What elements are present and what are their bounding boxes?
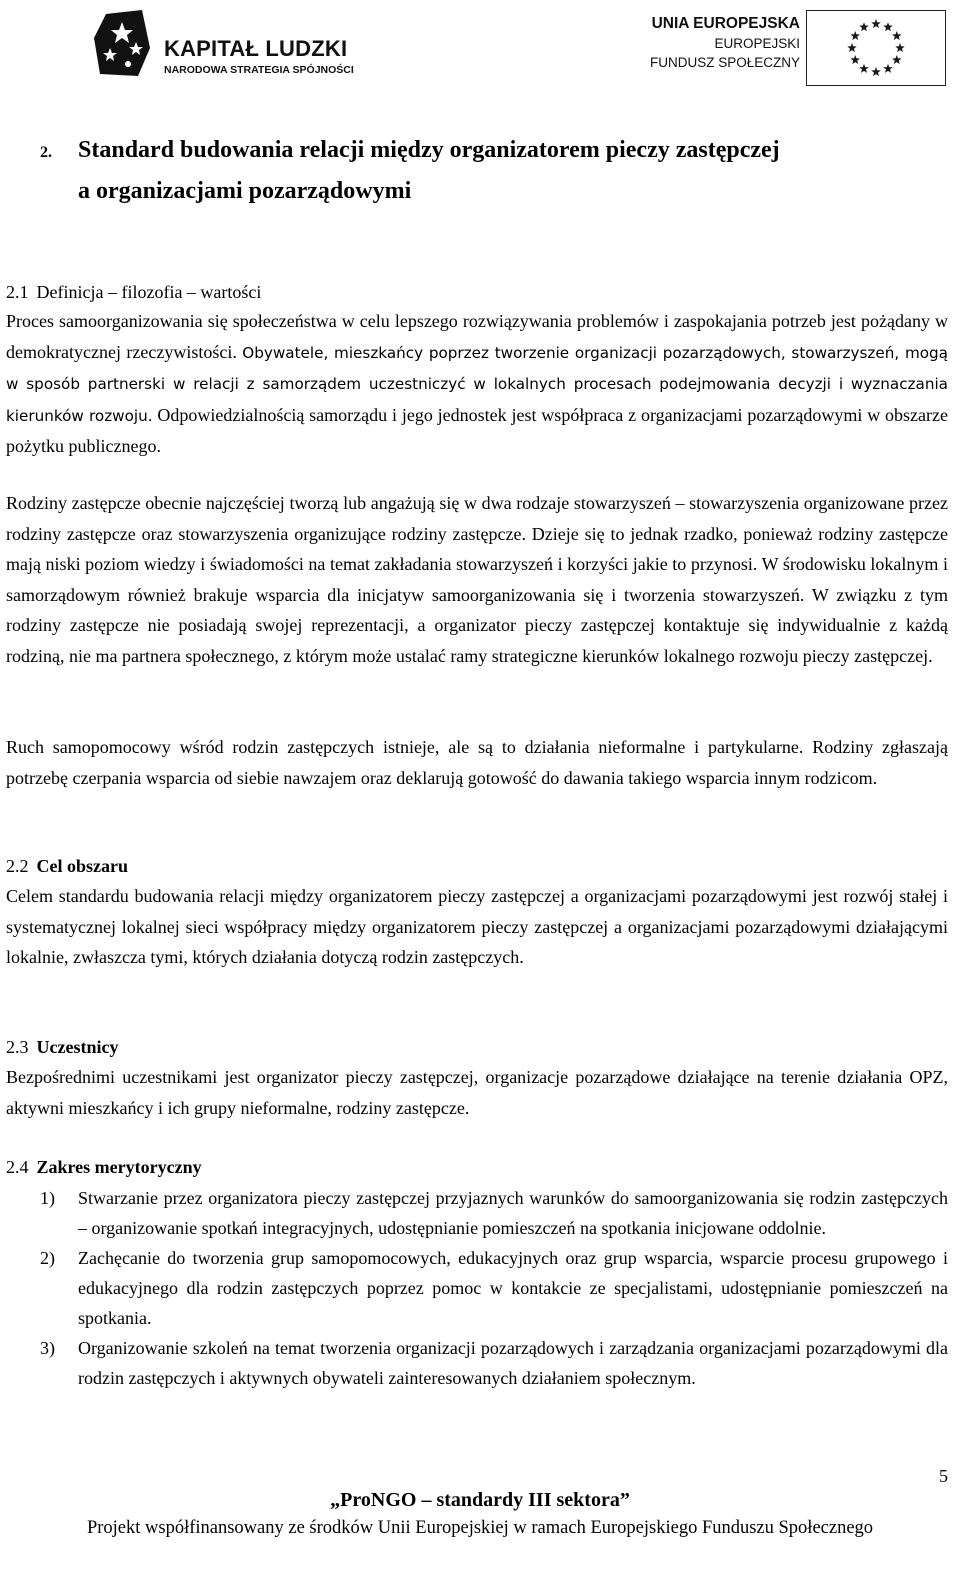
list-item: [40, 1333, 948, 1393]
eu-flag-icon: [806, 10, 946, 86]
eu-logo: [612, 10, 946, 86]
eu-star-icon: [847, 43, 857, 52]
list-item-text: Stwarzanie przez organizatora pieczy zastępczej przyjaznych warunków do samoorganizowania się rodzin zastępczych – organizowanie spotkań integracyjnych, udostępnianie pomieszczeń na spotkania inicjowane oddolnie.: [78, 1188, 948, 1238]
chapter-number: 2.: [40, 144, 52, 161]
chapter-heading: [40, 131, 948, 211]
list-item-number: 3): [40, 1338, 55, 1358]
list-item-number: 1): [40, 1188, 55, 1208]
section-2-1-para1-serif2: Odpowiedzialnością samorządu i jego jednostek jest współpraca z organizacjami pozarządowymi w obszarze pożytku publicznego.: [6, 404, 948, 456]
kapital-ludzki-subtitle: NARODOWA STRATEGIA SPÓJNOŚCI: [164, 64, 354, 76]
chapter-title-line1: Standard budowania relacji między organizatorem pieczy zastępczej: [78, 137, 780, 163]
eu-star-icon: [892, 31, 902, 40]
kapital-ludzki-title: KAPITAŁ LUDZKI: [164, 36, 348, 61]
list-item-text: Organizowanie szkoleń na temat tworzenia organizacji pozarządowych i zarządzania organizacjami pozarządowymi dla rodzin zastępczych i aktywnych obywateli zainteresowanych działaniem społecznym.: [78, 1338, 948, 1388]
section-2-1-para1-sans: Obywatele, mieszkańcy poprzez tworzenie organizacji pozarządowych, stowarzyszeń, mogą w sposób partnerski w relacji z samorządem uczestniczyć w lokalnych procesach podejmowania decyzji i wyznaczania kierunków rozwoju.: [6, 343, 948, 425]
section-2-2-title: Cel obszaru: [36, 856, 128, 876]
section-2-1-heading: [6, 280, 948, 304]
eu-star-icon: [871, 67, 881, 76]
section-2-4-title: Zakres merytoryczny: [36, 1157, 202, 1177]
section-2-1-paragraph-1: [6, 306, 948, 462]
page-number: 5: [939, 1466, 948, 1486]
eu-star-icon: [859, 64, 869, 73]
section-2-4-list: [40, 1183, 948, 1393]
eu-logo-line3: FUNDUSZ SPOŁECZNY: [649, 55, 800, 70]
eu-star-icon: [850, 31, 860, 40]
list-item-text: Zachęcanie do tworzenia grup samopomocowych, edukacyjnych oraz grup wsparcia, wsparcie procesu grupowego i edukacyjnego dla rodzin zastępczych poprzez pomoc w kontakcie ze specjalistami, udostępnianie pomieszczeń na spotkania.: [78, 1248, 948, 1328]
list-item: [40, 1243, 948, 1333]
section-2-1-paragraph-3: Ruch samopomocowy wśród rodzin zastępczych istnieje, ale są to działania nieformalne i partykularne. Rodziny zgłaszają potrzebę czerpania wsparcia od siebie nawzajem oraz deklarują gotowość do dawania takiego wsparcia innym rodzicom.: [6, 737, 948, 788]
eu-logo-line2: EUROPEJSKI: [714, 36, 800, 51]
section-2-1-number: 2.1: [6, 282, 29, 302]
section-2-3-paragraph: Bezpośrednimi uczestnikami jest organizator pieczy zastępczej, organizacje pozarządowe działające na terenie działania OPZ, aktywni mieszkańcy i ich grupy nieformalne, rodziny zastępcze.: [6, 1067, 948, 1118]
list-item: [40, 1183, 948, 1243]
kapital-ludzki-emblem-icon: [92, 8, 154, 78]
list-item-number: 2): [40, 1248, 55, 1268]
eu-star-icon: [883, 22, 893, 31]
eu-star-icon: [850, 55, 860, 64]
eu-logo-line1: UNIA EUROPEJSKA: [651, 15, 800, 32]
eu-star-icon: [871, 19, 881, 28]
chapter-title-line2: a organizacjami pozarządowymi: [78, 178, 412, 204]
eu-star-icon: [883, 64, 893, 73]
kapital-ludzki-logo: [92, 8, 362, 78]
eu-star-icon: [859, 22, 869, 31]
section-2-3-heading: [6, 1035, 948, 1059]
footer-title: „ProNGO – standardy III sektora”: [330, 1489, 630, 1511]
eu-star-icon: [892, 55, 902, 64]
eu-logo-text: [650, 14, 800, 72]
eu-star-icon: [895, 43, 905, 52]
section-2-4-heading: [6, 1155, 948, 1179]
section-2-3-number: 2.3: [6, 1037, 29, 1057]
section-2-2-paragraph: Celem standardu budowania relacji między organizatorem pieczy zastępczej a organizacjami pozarządowymi jest rozwój stałej i systematycznej lokalnej sieci współpracy między organizatorem pieczy zastępczej a organizacjami pozarządowymi działającymi lokalnie, zwłaszcza tymi, których działania dotyczą rodzin zastępczych.: [6, 886, 948, 967]
section-2-3-title: Uczestnicy: [36, 1037, 119, 1057]
section-2-1-para1-serif: Proces samoorganizowania się społeczeństwa w celu lepszego rozwiązywania problemów i zaspokajania potrzeb jest pożądany w demokratycznej rzeczywistości.: [6, 311, 948, 362]
footer-text: Projekt współfinansowany ze środków Unii Europejskiej w ramach Europejskiego Funduszu Społecznego: [86, 1518, 874, 1538]
section-2-4-number: 2.4: [6, 1157, 29, 1177]
section-2-2-heading: [6, 854, 948, 878]
section-2-1-title: Definicja – filozofia – wartości: [36, 282, 262, 302]
section-2-2-number: 2.2: [6, 856, 29, 876]
section-2-1-paragraph-2: Rodziny zastępcze obecnie najczęściej tworzą lub angażują się w dwa rodzaje stowarzyszeń – stowarzyszenia organizowane przez rodziny zastępcze oraz stowarzyszenia organizujące rodziny zastępcze. Dzieje się to jednak rzadko, ponieważ rodziny zastępcze mają niski poziom wiedzy i świadomości na temat zakładania stowarzyszeń i korzyści jakie to przynosi. W środowisku lokalnym i samorządowym również brakuje wsparcia dla inicjatyw samoorganizowania się i tworzenia stowarzyszeń. W związku z tym rodziny zastępcze nie posiadają swojej reprezentacji, a organizator pieczy zastępczej kontaktuje się indywidualnie z każdą rodziną, nie ma partnera społecznego, z którym może ustalać ramy strategiczne kierunków lokalnego rozwoju pieczy zastępczej.: [6, 493, 948, 666]
